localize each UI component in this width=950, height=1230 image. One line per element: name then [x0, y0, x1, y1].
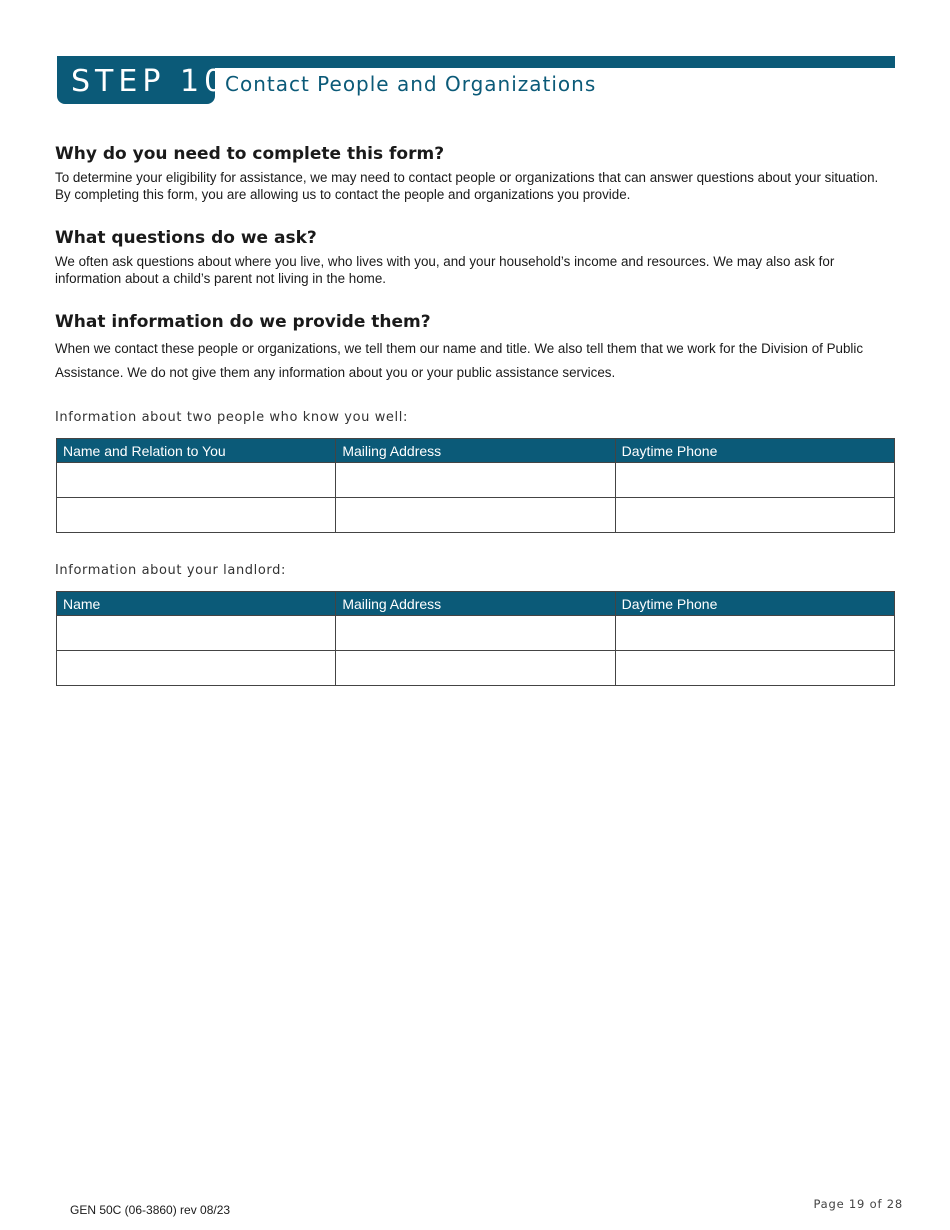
column-header-daytime-phone: Daytime Phone: [615, 592, 894, 616]
table-cell: [615, 616, 894, 651]
section-heading: Why do you need to complete this form?: [55, 144, 445, 164]
column-header-mailing-address: Mailing Address: [336, 439, 615, 463]
people-table: [56, 438, 895, 533]
table-cell: [336, 651, 615, 686]
section-body: When we contact these people or organizations, we tell them our name and title. We also tell them that we work for the Division of Public Assistance. We do not give them any information about you or your public assistance services.: [55, 341, 864, 380]
person-1-phone-input[interactable]: [616, 463, 894, 497]
table-cell: [336, 616, 615, 651]
page-number: Page 19 of 28: [813, 1197, 903, 1211]
table-row: [57, 498, 895, 533]
table-row: [57, 616, 895, 651]
section-heading: What information do we provide them?: [55, 312, 431, 332]
section-body: To determine your eligibility for assistance, we may need to contact people or organizations that can answer questions about your situation. By completing this form, you are allowing us to contact the people and organizations you provide.: [55, 170, 879, 202]
table-cell: [57, 463, 336, 498]
landlord-2-name-input[interactable]: [57, 651, 335, 685]
people-table-caption: Information about two people who know you well:: [55, 410, 408, 425]
table-cell: [57, 651, 336, 686]
table-cell: [615, 498, 894, 533]
section-body: We often ask questions about where you live, who lives with you, and your household’s income and resources. We may also ask for information about a child’s parent not living in the home.: [55, 254, 835, 286]
table-cell: [57, 498, 336, 533]
person-1-name-input[interactable]: [57, 463, 335, 497]
landlord-table-caption: Information about your landlord:: [55, 563, 286, 578]
column-header-daytime-phone: Daytime Phone: [615, 439, 894, 463]
table-cell: [615, 651, 894, 686]
section-information: [55, 312, 895, 385]
column-header-name: Name: [57, 592, 336, 616]
table-row: [57, 651, 895, 686]
form-id: GEN 50C (06-3860) rev 08/23: [70, 1203, 231, 1217]
section-heading: What questions do we ask?: [55, 228, 317, 248]
landlord-1-name-input[interactable]: [57, 616, 335, 650]
table-cell: [57, 616, 336, 651]
landlord-2-phone-input[interactable]: [616, 651, 894, 685]
table-cell: [336, 463, 615, 498]
section-why: [55, 144, 895, 203]
table-row: [57, 463, 895, 498]
person-2-name-input[interactable]: [57, 498, 335, 532]
person-2-address-input[interactable]: [336, 498, 614, 532]
column-header-name-relation: Name and Relation to You: [57, 439, 336, 463]
table-header-row: [57, 439, 895, 463]
column-header-mailing-address: Mailing Address: [336, 592, 615, 616]
table-cell: [615, 463, 894, 498]
landlord-1-phone-input[interactable]: [616, 616, 894, 650]
step-badge: STEP 10: [57, 56, 215, 104]
landlord-1-address-input[interactable]: [336, 616, 614, 650]
section-questions: [55, 228, 895, 287]
person-2-phone-input[interactable]: [616, 498, 894, 532]
person-1-address-input[interactable]: [336, 463, 614, 497]
table-header-row: [57, 592, 895, 616]
landlord-2-address-input[interactable]: [336, 651, 614, 685]
page-title: Contact People and Organizations: [225, 72, 597, 96]
landlord-table: [56, 591, 895, 686]
table-cell: [336, 498, 615, 533]
